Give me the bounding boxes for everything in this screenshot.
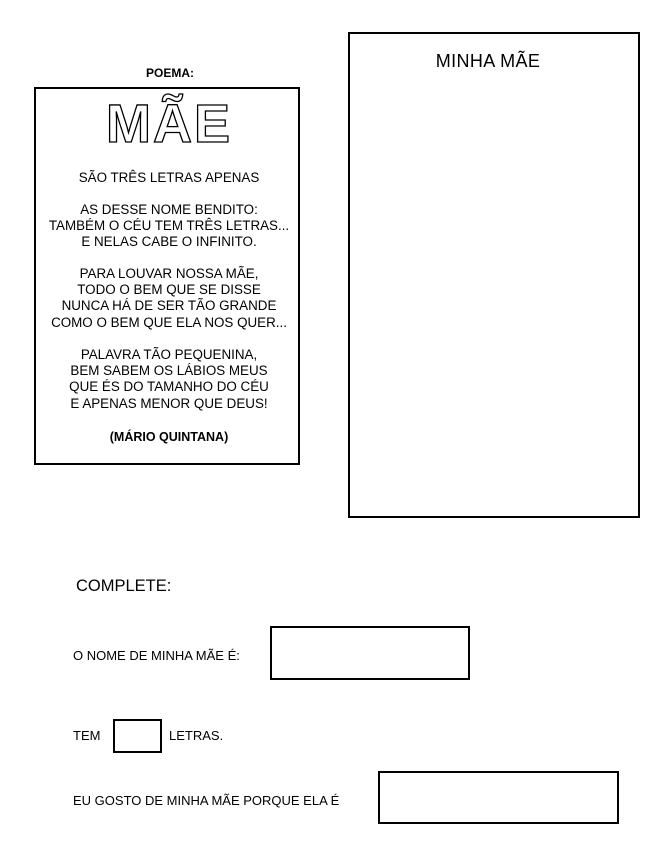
mother-name-label: O NOME DE MINHA MÃE É: (73, 648, 240, 663)
poem-line: AS DESSE NOME BENDITO: (80, 202, 258, 217)
poem-line: PALAVRA TÃO PEQUENINA, (80, 347, 258, 362)
exercise-heading: COMPLETE: (76, 577, 172, 595)
drawing-area[interactable] (348, 32, 640, 518)
poem-stanza-3 (36, 266, 302, 331)
poem-stanza-2 (36, 202, 302, 251)
letters-label-after: LETRAS. (169, 728, 224, 743)
poem-line: NUNCA HÁ DE SER TÃO GRANDE (61, 298, 277, 314)
poem-line: COMO O BEM QUE ELA NOS QUER... (51, 314, 287, 330)
poem-line: E NELAS CABE O INFINITO. (81, 234, 257, 250)
poem-title: MÃE (106, 94, 232, 154)
poem-line: E APENAS MENOR QUE DEUS! (70, 395, 268, 411)
poem-line: TODO O BEM QUE SE DISSE (77, 282, 261, 298)
poem-stanza-1 (36, 170, 302, 186)
poem-line: PARA LOUVAR NOSSA MÃE, (79, 266, 259, 281)
poem-line: TAMBÉM O CÉU TEM TRÊS LETRAS... (48, 218, 290, 234)
drawing-title: MINHA MÃE (435, 51, 541, 71)
like-reason-field[interactable] (378, 771, 619, 824)
poem-label: POEMA: (146, 66, 194, 80)
letters-count-field[interactable] (113, 719, 162, 753)
poem-stanza-4 (36, 347, 302, 412)
like-reason-label: EU GOSTO DE MINHA MÃE PORQUE ELA É (73, 793, 340, 808)
poem-line: SÃO TRÊS LETRAS APENAS (78, 170, 260, 185)
poem-line: BEM SABEM OS LÁBIOS MEUS (70, 363, 268, 379)
letters-label-before: TEM (73, 728, 101, 743)
poem-author: (MÁRIO QUINTANA) (109, 430, 229, 444)
mother-name-field[interactable] (270, 626, 470, 680)
poem-line: QUE ÉS DO TAMANHO DO CÉU (69, 379, 269, 395)
